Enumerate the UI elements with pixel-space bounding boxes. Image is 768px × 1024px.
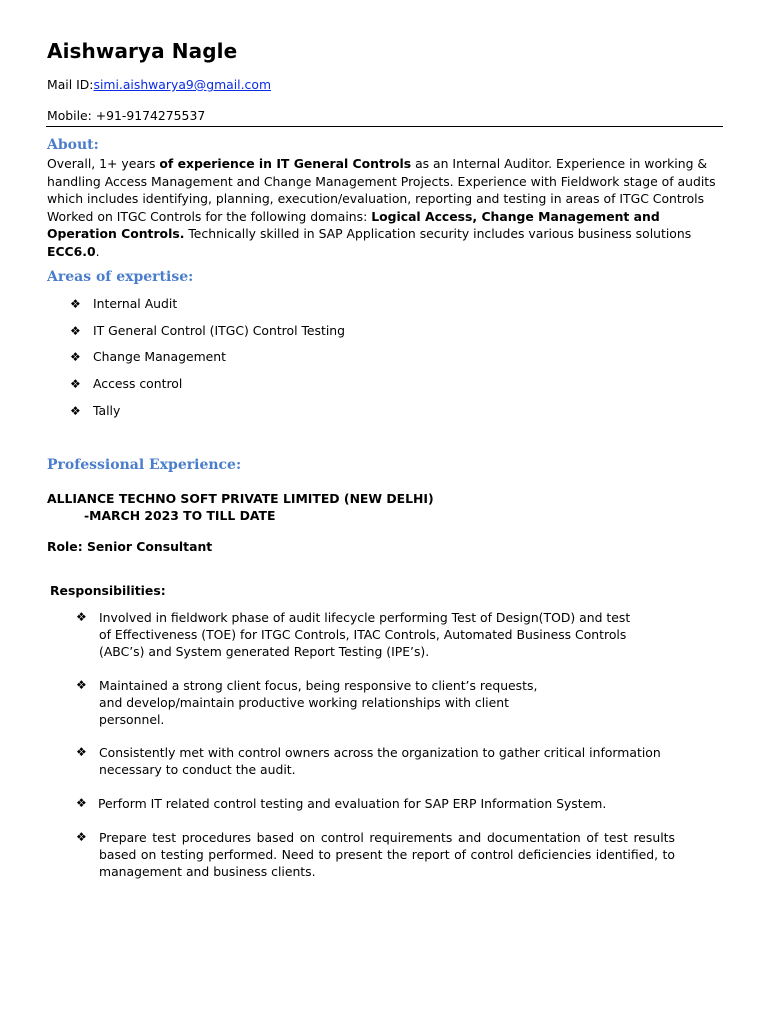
responsibility-line: (ABC’s) and System generated Report Testing (IPE’s). — [99, 644, 430, 659]
expertise-item-label: Tally — [93, 402, 121, 418]
responsibilities-list — [76, 744, 661, 778]
expertise-list — [70, 295, 345, 428]
diamond-bullet-icon: ❖ — [76, 610, 87, 624]
diamond-bullet-icon: ❖ — [70, 350, 81, 365]
list-item — [76, 609, 630, 660]
responsibility-line: Consistently met with control owners across the organization to gather critical information — [99, 745, 661, 760]
diamond-bullet-icon: ❖ — [70, 323, 81, 338]
list-item — [70, 348, 345, 375]
list-item — [70, 295, 345, 322]
email-link[interactable]: simi.aishwarya9@gmail.com — [93, 77, 272, 92]
expertise-heading: Areas of expertise: — [47, 269, 194, 285]
job-role: Role: Senior Consultant — [47, 539, 213, 554]
diamond-bullet-icon: ❖ — [70, 297, 81, 311]
expertise-item-label: IT General Control (ITGC) Control Testing — [93, 322, 346, 338]
company-name: ALLIANCE TECHNO SOFT PRIVATE LIMITED (NEW DELHI) — [47, 491, 434, 506]
responsibility-line: personnel. — [99, 712, 165, 727]
responsibilities-list — [76, 829, 675, 880]
responsibilities-list — [76, 609, 630, 660]
diamond-bullet-icon: ❖ — [70, 377, 81, 392]
about-text-1: Overall, 1+ years — [47, 156, 160, 171]
about-text-2: of experience in IT General Controls — [159, 156, 412, 171]
about-text-7: . — [95, 243, 100, 259]
about-text-3: as an Internal Auditor. Experience in working & handling Access Management and Change Management Projects. Experience with Fieldwork stage of audits which includes identifying, planning, execution/evaluation, reporting and testing in areas of ITGC Controls Worked on ITGC Controls for the following domains: — [47, 156, 716, 224]
header-divider — [46, 126, 723, 127]
responsibilities-list — [76, 677, 537, 728]
diamond-bullet-icon: ❖ — [76, 830, 87, 844]
list-item — [76, 829, 675, 880]
company-block — [47, 490, 434, 524]
responsibilities-list — [76, 795, 606, 812]
diamond-bullet-icon: ❖ — [76, 796, 87, 810]
list-item — [70, 402, 345, 429]
list-item — [70, 375, 345, 402]
list-item — [76, 677, 537, 728]
list-item — [70, 322, 345, 349]
diamond-bullet-icon: ❖ — [76, 745, 87, 759]
diamond-bullet-icon: ❖ — [70, 403, 81, 418]
about-text-4: Logical Access, Change Management and Operation Controls. — [47, 208, 660, 242]
responsibility-line: Perform IT related control testing and evaluation for SAP ERP Information System. — [98, 796, 607, 811]
list-item — [76, 744, 661, 778]
expertise-item-label: Change Management — [93, 349, 226, 365]
responsibility-paragraph: Prepare test procedures based on control requirements and documentation of test results based on testing performed. Need to present the report of control deficiencies identified, to management and business clients. — [99, 830, 675, 879]
about-heading: About: — [47, 137, 99, 153]
about-text-6: ECC6.0 — [47, 243, 96, 259]
responsibility-line: Maintained a strong client focus, being responsive to client’s requests, — [99, 678, 538, 693]
experience-heading: Professional Experience: — [47, 457, 242, 473]
responsibility-line: and develop/maintain productive working relationships with client — [99, 695, 509, 710]
employment-dates: -MARCH 2023 TO TILL DATE — [84, 508, 276, 523]
responsibility-line: necessary to conduct the audit. — [99, 762, 296, 777]
mail-line — [47, 77, 271, 92]
candidate-name: Aishwarya Nagle — [47, 39, 238, 63]
about-text-5: Technically skilled in SAP Application security includes various business solutions — [184, 226, 692, 242]
about-paragraph — [47, 155, 719, 261]
expertise-item-label: Access control — [93, 376, 183, 392]
mobile-line: Mobile: +91-9174275537 — [47, 108, 206, 123]
responsibility-line: of Effectiveness (TOE) for ITGC Controls, ITAC Controls, Automated Business Controls — [99, 627, 627, 642]
responsibilities-title: Responsibilities: — [50, 583, 166, 598]
responsibility-line: Involved in fieldwork phase of audit lifecycle performing Test of Design(TOD) and test — [99, 610, 631, 625]
list-item — [76, 795, 606, 812]
mail-label: Mail ID: — [47, 77, 94, 92]
expertise-item-label: Internal Audit — [93, 296, 178, 311]
diamond-bullet-icon: ❖ — [76, 678, 87, 692]
